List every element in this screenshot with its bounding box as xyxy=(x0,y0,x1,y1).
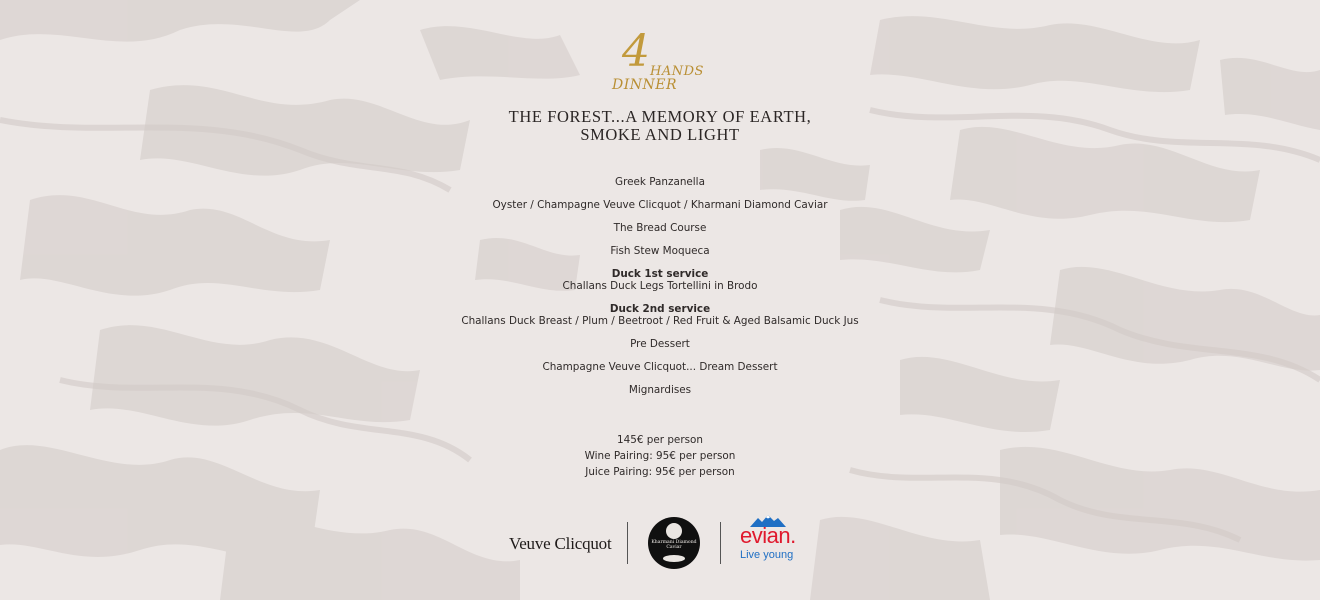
menu-item-dish: Challans Duck Breast / Plum / Beetroot / Red Fruit & Aged Balsamic Duck Jus xyxy=(461,315,859,327)
sponsor-logos xyxy=(0,512,1320,574)
veuve-clicquot-logo: Veuve Clicquot xyxy=(509,534,612,553)
pricing xyxy=(0,432,1320,480)
evian-logo xyxy=(738,515,802,571)
menu-item: Pre Dessert xyxy=(630,338,690,350)
caviar-tin-icon xyxy=(663,555,685,562)
menu-item-duck-2 xyxy=(0,303,1320,327)
menu-item: Greek Panzanella xyxy=(615,176,705,188)
evian-wordmark: evian. xyxy=(740,523,796,548)
divider xyxy=(627,522,628,564)
menu-item-heading: Duck 1st service xyxy=(611,268,709,280)
price-wine-pairing: Wine Pairing: 95€ per person xyxy=(584,450,736,462)
title-line-2: SMOKE AND LIGHT xyxy=(580,125,740,144)
crest-icon xyxy=(666,523,682,539)
menu-item-heading: Duck 2nd service xyxy=(609,303,711,315)
menu-item-dish: Challans Duck Legs Tortellini in Brodo xyxy=(562,280,758,292)
menu-item: Oyster / Champagne Veuve Clicquot / Kharmani Diamond Caviar xyxy=(492,199,828,211)
logo-word-dinner: DINNER xyxy=(612,77,678,93)
divider xyxy=(720,522,721,564)
evian-tagline: Live young xyxy=(740,549,794,561)
page-title xyxy=(0,108,1320,144)
menu-item: The Bread Course xyxy=(613,222,707,234)
menu-item-duck-1 xyxy=(0,268,1320,292)
price-base: 145€ per person xyxy=(617,434,703,446)
menu-item: Champagne Veuve Clicquot... Dream Dessert xyxy=(542,361,778,373)
logo-word-hands: HANDS xyxy=(650,64,704,79)
price-juice-pairing: Juice Pairing: 95€ per person xyxy=(585,466,735,478)
tasting-menu xyxy=(0,176,1320,407)
menu-item: Mignardises xyxy=(628,384,692,396)
menu-item: Fish Stew Moqueca xyxy=(610,245,710,257)
title-line-1: THE FOREST...A MEMORY OF EARTH, xyxy=(508,107,812,126)
kharmani-caviar-logo xyxy=(648,517,700,569)
caviar-logo-text: Kharmani Diamond Caviar xyxy=(651,540,697,550)
four-hands-dinner-logo xyxy=(606,26,716,96)
logo-number: 4 xyxy=(622,26,650,77)
